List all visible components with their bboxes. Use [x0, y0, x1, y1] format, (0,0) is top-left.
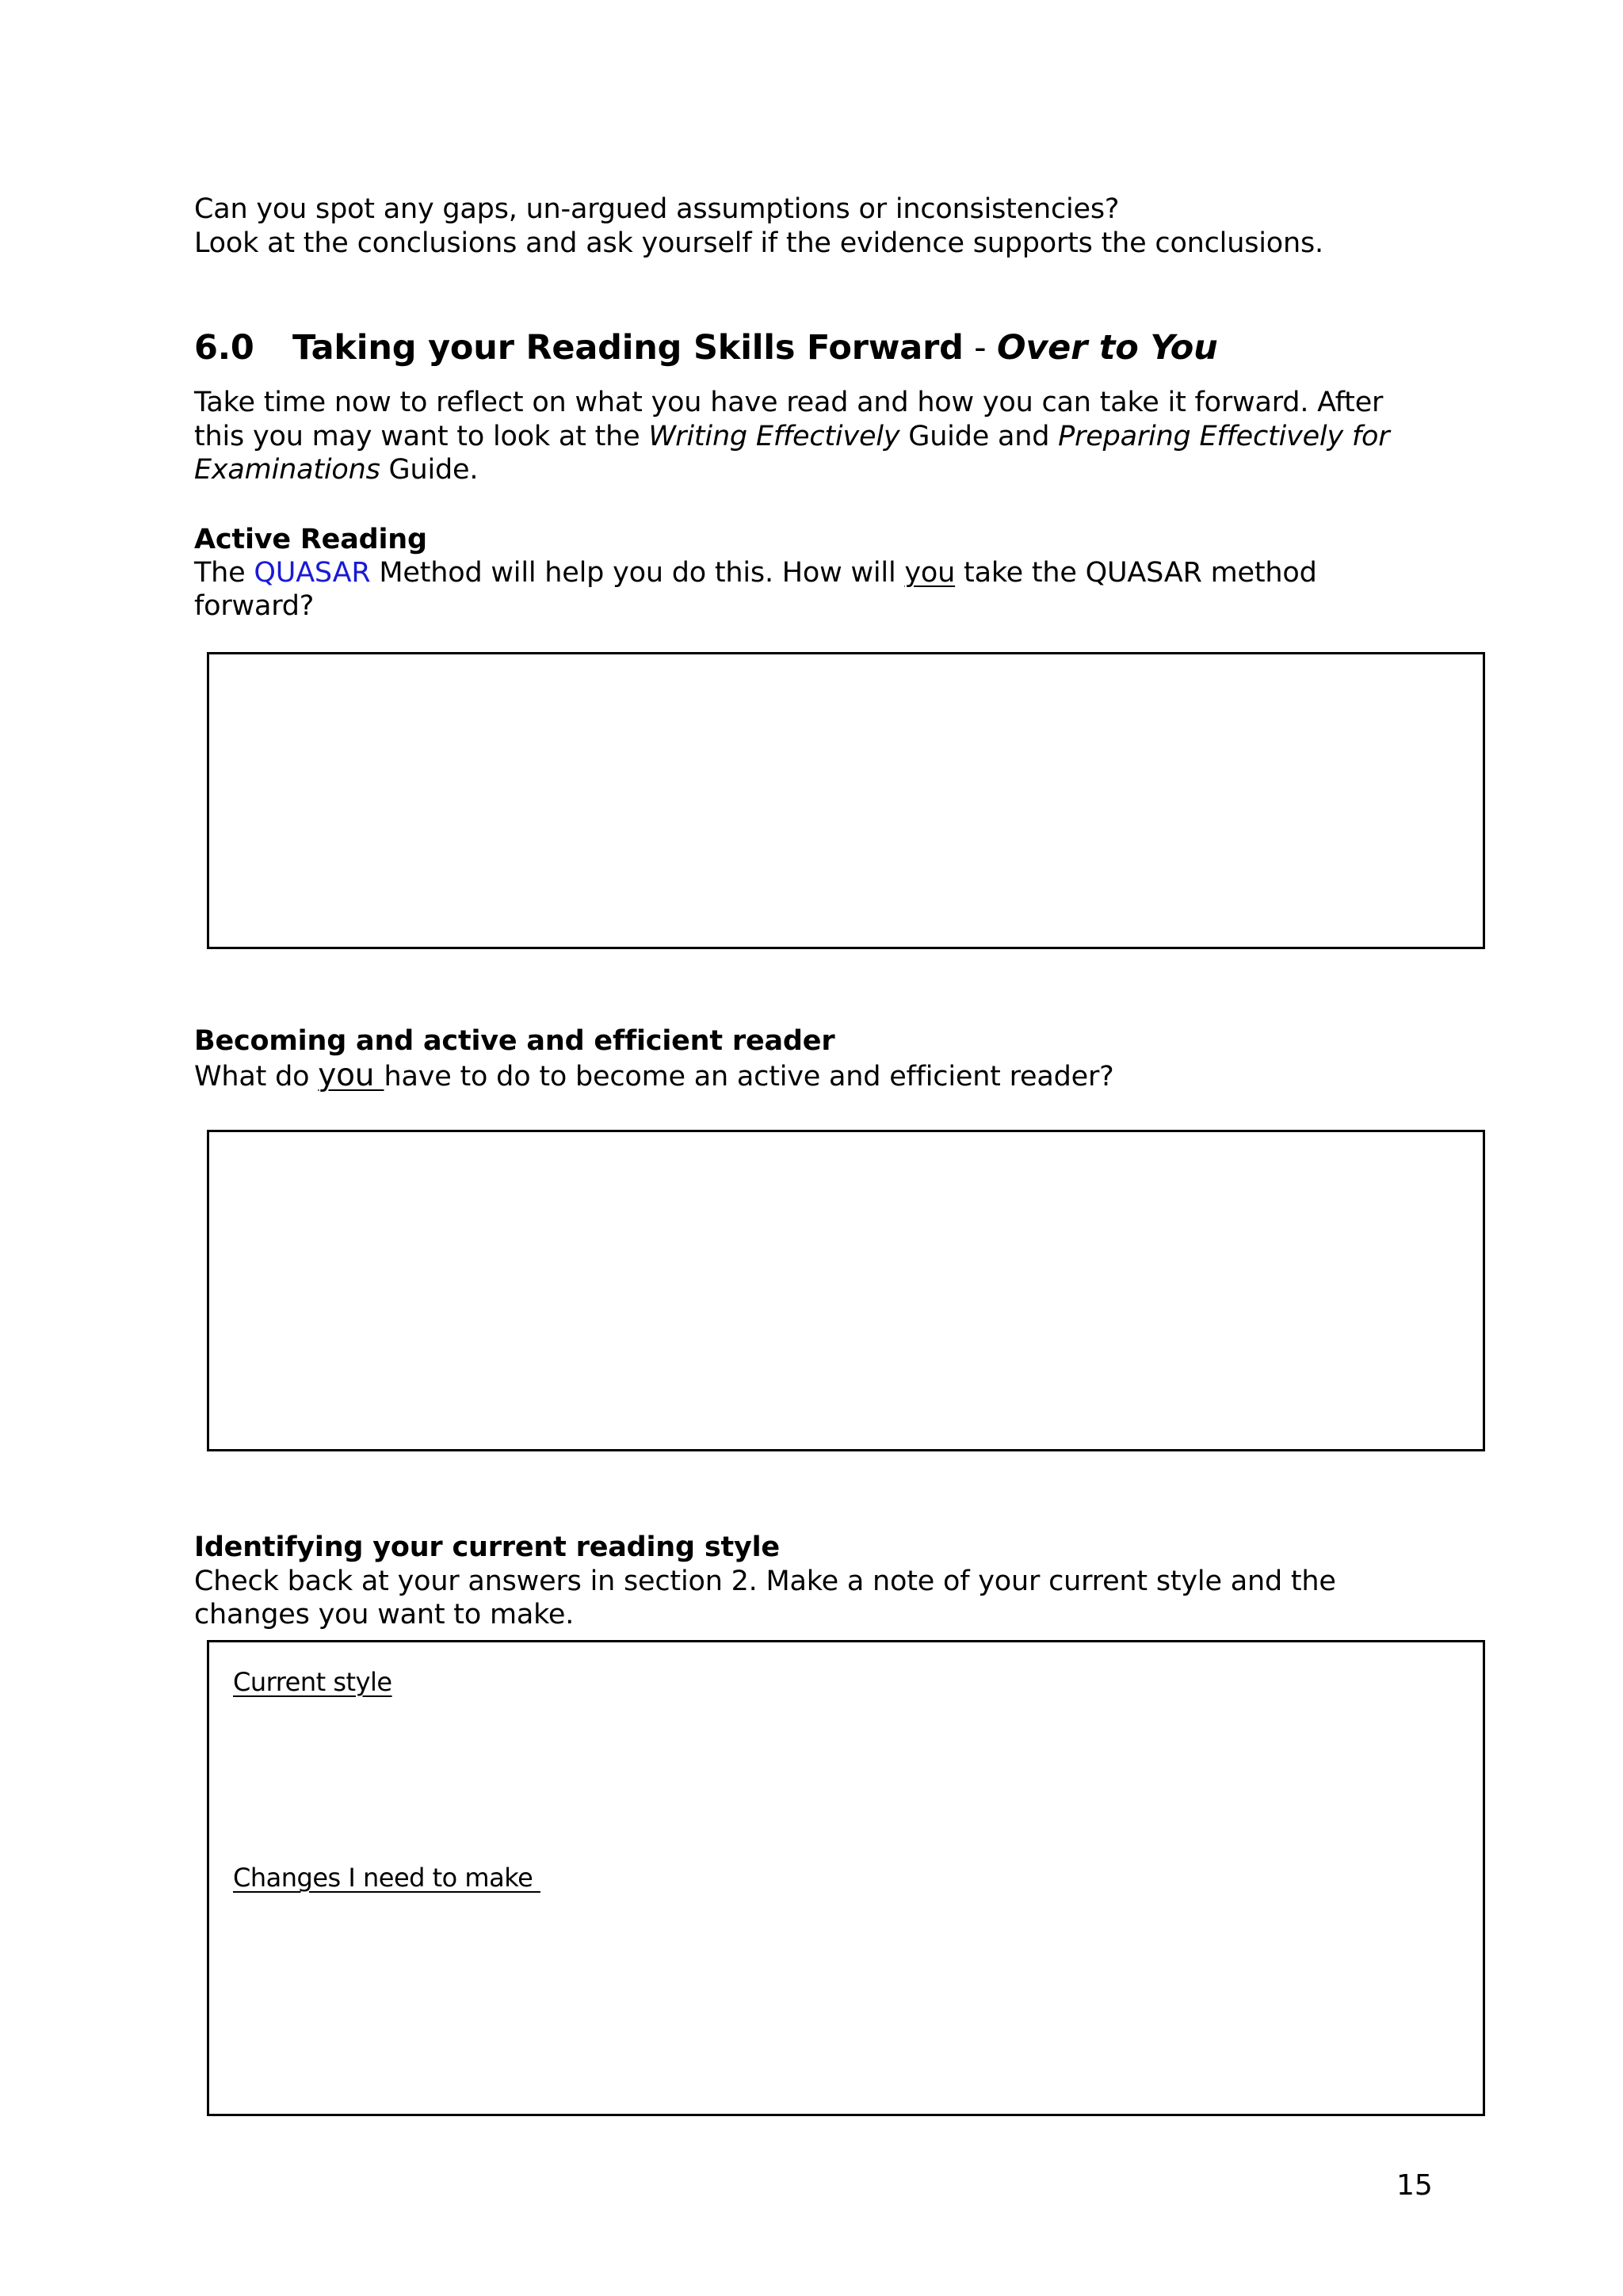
body-text: take the QUASAR method — [955, 557, 1317, 589]
intro-line-1: Can you spot any gaps, un-argued assumptions or inconsistencies? — [194, 193, 1120, 225]
active-reading-question-line-1 — [194, 556, 1317, 589]
section-body-line-3 — [194, 453, 478, 486]
reading-style-answer-box[interactable] — [207, 1640, 1485, 2116]
emphasis-you: you — [318, 1058, 384, 1093]
reading-style-heading: Identifying your current reading style — [194, 1531, 780, 1563]
active-reading-heading: Active Reading — [194, 524, 427, 555]
body-text: Guide and — [899, 421, 1059, 452]
body-text: Guide. — [380, 454, 479, 486]
quasar-link[interactable]: QUASAR — [254, 557, 371, 589]
examinations-title: Examinations — [194, 454, 380, 486]
writing-effectively-title: Writing Effectively — [648, 421, 900, 452]
section-title: Taking your Reading Skills Forward — [292, 328, 964, 368]
page-number: 15 — [1396, 2169, 1433, 2202]
section-separator: - — [963, 328, 997, 368]
current-style-label: Current style — [233, 1667, 392, 1697]
section-number: 6.0 — [194, 328, 254, 368]
changes-label: Changes I need to make — [233, 1863, 540, 1893]
body-text: The — [194, 557, 254, 589]
efficient-reader-answer-box[interactable] — [207, 1130, 1485, 1451]
body-text: What do — [194, 1061, 319, 1093]
reading-style-instruction-line-1: Check back at your answers in section 2. Make a note of your current style and the — [194, 1566, 1336, 1597]
intro-line-2: Look at the conclusions and ask yourself if the evidence supports the conclusions. — [194, 227, 1323, 259]
section-body-line-1: Take time now to reflect on what you have read and how you can take it forward. After — [194, 387, 1384, 418]
section-body-line-2 — [194, 420, 1389, 453]
active-reading-question-line-2: forward? — [194, 590, 315, 622]
efficient-reader-question — [194, 1059, 1114, 1093]
body-text: have to do to become an active and efficient reader? — [384, 1061, 1114, 1093]
body-text: Method will help you do this. How will — [370, 557, 905, 589]
efficient-reader-heading: Becoming and active and efficient reader — [194, 1025, 835, 1057]
body-text: this you may want to look at the — [194, 421, 649, 452]
active-reading-answer-box[interactable] — [207, 652, 1485, 949]
section-subtitle: Over to You — [996, 328, 1218, 368]
emphasis-you: you — [904, 557, 956, 589]
reading-style-instruction-line-2: changes you want to make. — [194, 1599, 575, 1630]
preparing-effectively-title: Preparing Effectively for — [1058, 421, 1390, 452]
section-heading — [194, 327, 1218, 368]
